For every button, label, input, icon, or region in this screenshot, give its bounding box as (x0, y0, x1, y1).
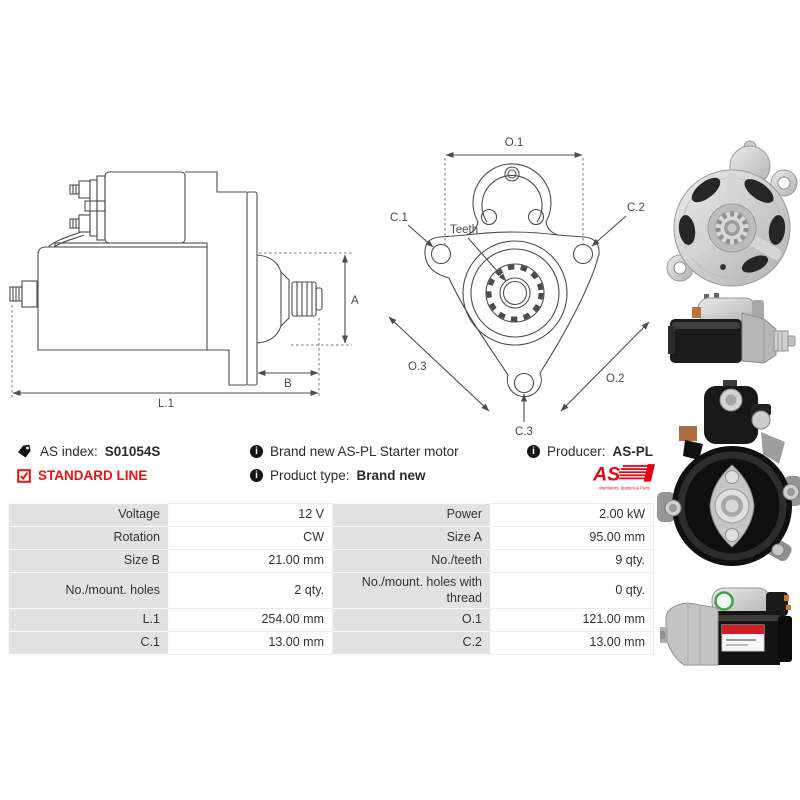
spec-label: Voltage (9, 504, 169, 527)
dim-label-b: B (284, 378, 292, 390)
product-photo-rear-black[interactable] (657, 380, 800, 575)
spec-value: 0 qty. (491, 573, 654, 609)
producer-label: Producer: (546, 444, 606, 459)
dim-label-o1: O.1 (504, 137, 524, 149)
checkbox-checked-icon (17, 469, 31, 483)
info-icon: i (250, 469, 263, 482)
info-icon: i (250, 445, 263, 458)
dim-label-teeth: Teeth (450, 224, 479, 236)
spec-label: Size A (333, 527, 491, 550)
standard-line-label: STANDARD LINE (38, 468, 148, 483)
product-photo-side-right[interactable] (668, 293, 800, 371)
spec-value: 2 qty. (169, 573, 333, 609)
spec-value: 95.00 mm (491, 527, 654, 550)
as-index-label: AS index: (40, 444, 98, 459)
spec-label: L.1 (9, 609, 169, 632)
spec-label: C.1 (9, 632, 169, 655)
dim-label-a: A (351, 295, 359, 307)
spec-label: O.1 (333, 609, 491, 632)
producer-line (527, 444, 653, 459)
spec-value: CW (169, 527, 333, 550)
dim-label-c3: C.3 (515, 426, 533, 438)
table-row (9, 609, 654, 632)
dim-label-c2: C.2 (627, 202, 645, 214)
table-row (9, 504, 654, 527)
dim-label-o2: O.2 (606, 373, 625, 385)
spec-label: Size B (9, 550, 169, 573)
dim-label-o3: O.3 (408, 361, 427, 373)
logo-tagline: Alternators, Starters & Parts (598, 485, 650, 491)
description-line (250, 444, 459, 459)
spec-label: Power (333, 504, 491, 527)
spec-label: C.2 (333, 632, 491, 655)
spec-value: 2.00 kW (491, 504, 654, 527)
spec-label: No./mount. holes (9, 573, 169, 609)
dim-label-c1: C.1 (390, 212, 408, 224)
product-photo-side-left[interactable] (660, 583, 800, 667)
spec-label: Rotation (9, 527, 169, 550)
spec-value: 9 qty. (491, 550, 654, 573)
dim-label-l1: L.1 (158, 398, 174, 410)
product-type-label: Product type: (270, 468, 350, 483)
spec-value: 13.00 mm (169, 632, 333, 655)
as-index-line (17, 444, 160, 459)
spec-value: 121.00 mm (491, 609, 654, 632)
table-row (9, 573, 654, 609)
spec-value: 21.00 mm (169, 550, 333, 573)
logo-as-text: AS (593, 464, 621, 486)
tag-icon (17, 444, 33, 459)
spec-value: 13.00 mm (491, 632, 654, 655)
spec-value: 12 V (169, 504, 333, 527)
spec-value: 254.00 mm (169, 609, 333, 632)
as-index-value: S01054S (104, 444, 161, 459)
standard-line-badge (17, 468, 147, 483)
producer-value: AS-PL (612, 444, 653, 459)
product-photo-front-silver[interactable] (660, 138, 800, 296)
front-view-drawing (378, 130, 668, 442)
spec-label: No./mount. holes with thread (333, 573, 491, 609)
spec-label: No./teeth (333, 550, 491, 573)
description-text: Brand new AS-PL Starter motor (270, 444, 459, 459)
product-type-line (250, 468, 426, 483)
side-view-drawing (8, 160, 368, 410)
as-pl-logo (593, 464, 655, 491)
product-type-value: Brand new (356, 468, 426, 483)
table-row (9, 527, 654, 550)
info-icon: i (527, 445, 540, 458)
table-row (9, 550, 654, 573)
spec-table (8, 503, 654, 655)
table-row (9, 632, 654, 655)
